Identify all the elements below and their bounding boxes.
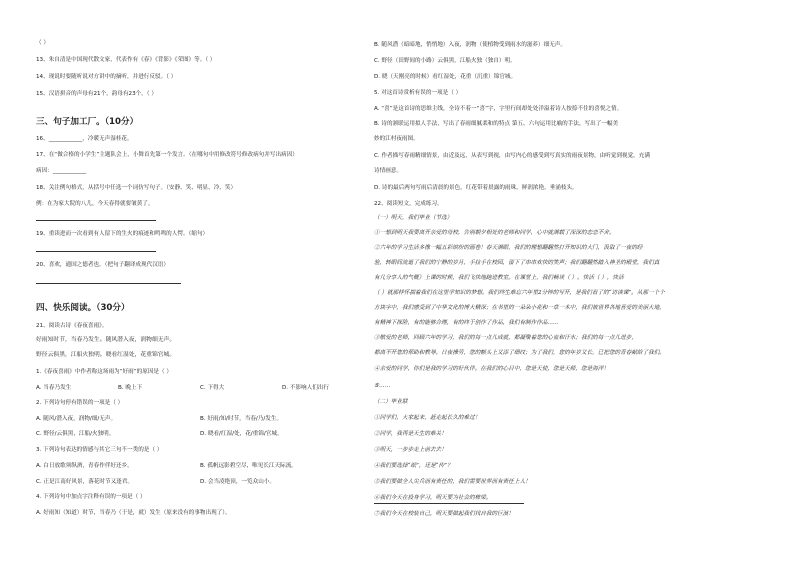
option-3c: C. 正是江南好风景，落花时节又逢君。 (36, 479, 133, 485)
passage-1-title: （一）明天，我们毕业（节选） (374, 215, 453, 221)
option-5b-line-1: B. 诗的颔联运用拟人手法，写出了春雨细腻柔和的特点 第五、六句运用比喻的手法，写出了一幅美 (374, 121, 619, 127)
passage-2-line-7: ⑦我们今天在校装自己，明天要做起我们找自我的巨浪！ (374, 511, 514, 517)
passage-1-para-3-line-1: ③敬爱的老师，回顾六年的学习，我们的每一点儿成就，都凝聚着您的心血和汗水；我们的每一点儿进步， (374, 335, 637, 341)
question-21-5: 5. 对这首诗赏析有误的一项是（ ） (374, 90, 462, 96)
question-21: 21、阅读古诗《春夜喜雨》。 (36, 323, 108, 329)
passage-2-line-5: ⑤我们要做全人尖兵而有责任的，我们需要世界而有责任上人！ (374, 479, 531, 485)
passage-2-line-4: ④我们要选择“纸”，还是“传”？ (374, 463, 453, 469)
section-3-heading: 三、句子加工厂。（10分） (36, 117, 139, 127)
passage-2-line-2: ②同学，我再是天生的难关！ (374, 431, 447, 437)
passage-1-para-3-line-2: 都离不开您的帮助和教导。日夜操劳，您的额头上又添了细纹；为了我们，您的年岁又长，已把您的青春献给了我们。 (374, 350, 665, 356)
poem-line-1: 好雨知时节，当春乃发生。随风潜入夜，润物细无声。 (36, 337, 176, 343)
option-1c: C. 下得大 (200, 385, 225, 391)
option-1b: B. 晚上下 (118, 385, 143, 391)
answer-line (36, 283, 181, 284)
option-2d: D. 晓看/红湿/处，花/重锦/官城。 (200, 431, 283, 437)
question-14: 14、现说时要随听说对方讲中的摘听，并进行反驳。（ ） (36, 74, 177, 80)
passage-2-line-3: ③明天，一步步走上前去去！ (374, 447, 447, 453)
option-1a: A. 当春乃发生 (36, 385, 72, 391)
passage-2-title: （二）毕业联 (374, 399, 408, 405)
option-5b-line-2: 妙的江村夜雨图。 (374, 136, 419, 142)
question-19: 19、重读进而一次看到有人留下的生火的痕迹和鸣鸣的人愕。（缩句） (36, 231, 209, 237)
option-2b: B. 好雨/知/时节，当春/乃/发生。 (200, 416, 283, 422)
option-5c-line-1: C. 作者描写春雨精细情景，由近及远，从表写到视，由写内心的感受到写真实的雨夜景物，由听觉到视觉，充满 (374, 153, 650, 159)
passage-1-para-2-line-1: ②六年的学习生活多像一幅五彩缤纷的画卷！春天满眼，我们的理想翻翻然打开知识的大门，汲取了一夜的经 (374, 245, 643, 251)
question-12-bracket: （ ） (36, 40, 49, 46)
passage-1-para-1: ①一想到明天我要离开亲爱的母校，告别朝夕相处的老师和同学，心中就满载了深深的恋恋不舍。 (374, 230, 615, 236)
question-21-3: 3. 下列诗句表达的情感与其它三句不一类的是（ ） (36, 447, 163, 453)
option-2a: A. 随风/潜入夜，润物/细/无声。 (36, 416, 117, 422)
question-21-2: 2. 下列诗句停有错误的一项是（ ） (36, 400, 124, 406)
underline (374, 503, 524, 504)
question-20: 20、喜欢，通国之德者也。（把句子翻译成现代汉语） (36, 262, 169, 268)
question-17: 17、在“做合格的小学生”主题队会上，小舞首先第一个发言。（在哪句中用修改符号修改病句并写出病因） (36, 152, 298, 158)
option-4a: A. 好雨知（知道）时节，当春乃（于是，就）发生（原来没有的事物出现了）。 (36, 510, 231, 516)
option-4c: C. 野径（田野间的小路）云俱黑，江船火独（独自）明。 (374, 58, 516, 64)
option-3a: A. 白日放歌须纵酒，青春作伴好还乡。 (36, 463, 133, 469)
question-15: 15、汉语拼音的声母有21个，韵母有23个。（ ） (36, 91, 158, 97)
option-1d: D. 不影响人们出行 (282, 385, 330, 391)
passage-1-para-2-line-5: 方块字中，我们感受到了中华文化的博大精深；在书里的一朵朵小花和一草一木中，我们被世界各地喜爱的美丽大地， (374, 305, 665, 311)
passage-1-para-2-line-4: （ ）就那样怀揣着我们在这里学知识的梦想。我们终生难忘六年里2分钟的写开，是我们看了的“访读课”。从那一个个 (374, 290, 665, 296)
option-3d: D. 会当凌绝顶，一览众山小。 (200, 479, 275, 485)
passage-1-para-4: ④亲爱的同学，你们是我的学习的好伙伴。在我们的心目中，您是天使，您是天师，您是海洋！ (374, 366, 609, 372)
passage-1-para-2-line-6: 有精神下探险，有的能够合理，有的终于创作了作品，我们有制作作品…… (374, 320, 559, 326)
option-3b: B. 孤帆远影碧空尽，唯见长江天际流。 (200, 463, 297, 469)
passage-1-para-2-line-3: 有几分享人的气概）上课的时候，我们飞快地跑进教室。在课堂上，我们畅谈（ ）。快活（ ），快活 (374, 275, 624, 281)
poem-line-2: 野径云俱黑，江船火独明。晓看红湿处，花重锦官城。 (36, 352, 176, 358)
question-22: 22、阅读短文，完成练习。 (374, 201, 443, 207)
option-4b: B. 随风潜（暗暗地，悄悄地）入夜，润物（使植物受到雨水的滋养）细无声。 (374, 42, 566, 48)
answer-line (36, 220, 156, 221)
passage-1-para-5: ⑤…… (374, 383, 391, 389)
option-2c: C. 野径/云俱黑，江船/火独明。 (36, 431, 115, 437)
question-18-example: 例：在为家大院的八儿，今天春得就要皱黄了。 (36, 201, 154, 207)
option-4d: D. 晓（天刚亮的时候）看红湿处，花重（沉重）锦官城。 (374, 74, 517, 80)
passage-1-para-2-line-2: 验，转眼间流逝了我们的宁静的岁月，手拉手在校园，留下了串串欢快的笑声；我们翻翻然踏入神圣的殿堂，我们真 (374, 260, 660, 266)
question-13: 13、朱自清是中国现代散文家，代表作有《春》《背影》《荣图》等。（ ） (36, 57, 216, 63)
passage-2-line-1: ①同学们，大家起来，赶走起长久的难过！ (374, 415, 481, 421)
option-5a: A. “喜”是这首诗的思维主线，全诗不着一“喜”字，字里行间却处处洋溢着诗人按捺不住的喜悦之情。 (374, 106, 623, 112)
question-17-cause: 病因：____________ (36, 168, 87, 174)
option-5c-line-2: 诗情画意。 (374, 168, 402, 174)
answer-line (36, 251, 156, 252)
question-21-1: 1.《春夜喜雨》中作者称这场雨为“好雨”的原因是（ ） (36, 369, 172, 375)
question-16: 16、____________，冷暖无声湿桂花。 (36, 136, 133, 142)
option-5d: D. 诗的最后两句写雨后清晨的景色，红花带着晨露的雨珠，鲜润浓艳，垂涌枝头。 (374, 185, 578, 191)
question-21-4: 4. 下列诗句中加点字注释有误的一项是（ ） (36, 494, 146, 500)
passage-2-line-6: ⑥我们今天在投身学习，明天要为社会的栋梁。 (374, 495, 492, 501)
question-18: 18、关注例句格式，从括号中任选一个词仿写句子。（安静、笑、明显、冷、笑） (36, 185, 237, 191)
section-4-heading: 四、快乐阅读。（30分） (36, 303, 130, 313)
